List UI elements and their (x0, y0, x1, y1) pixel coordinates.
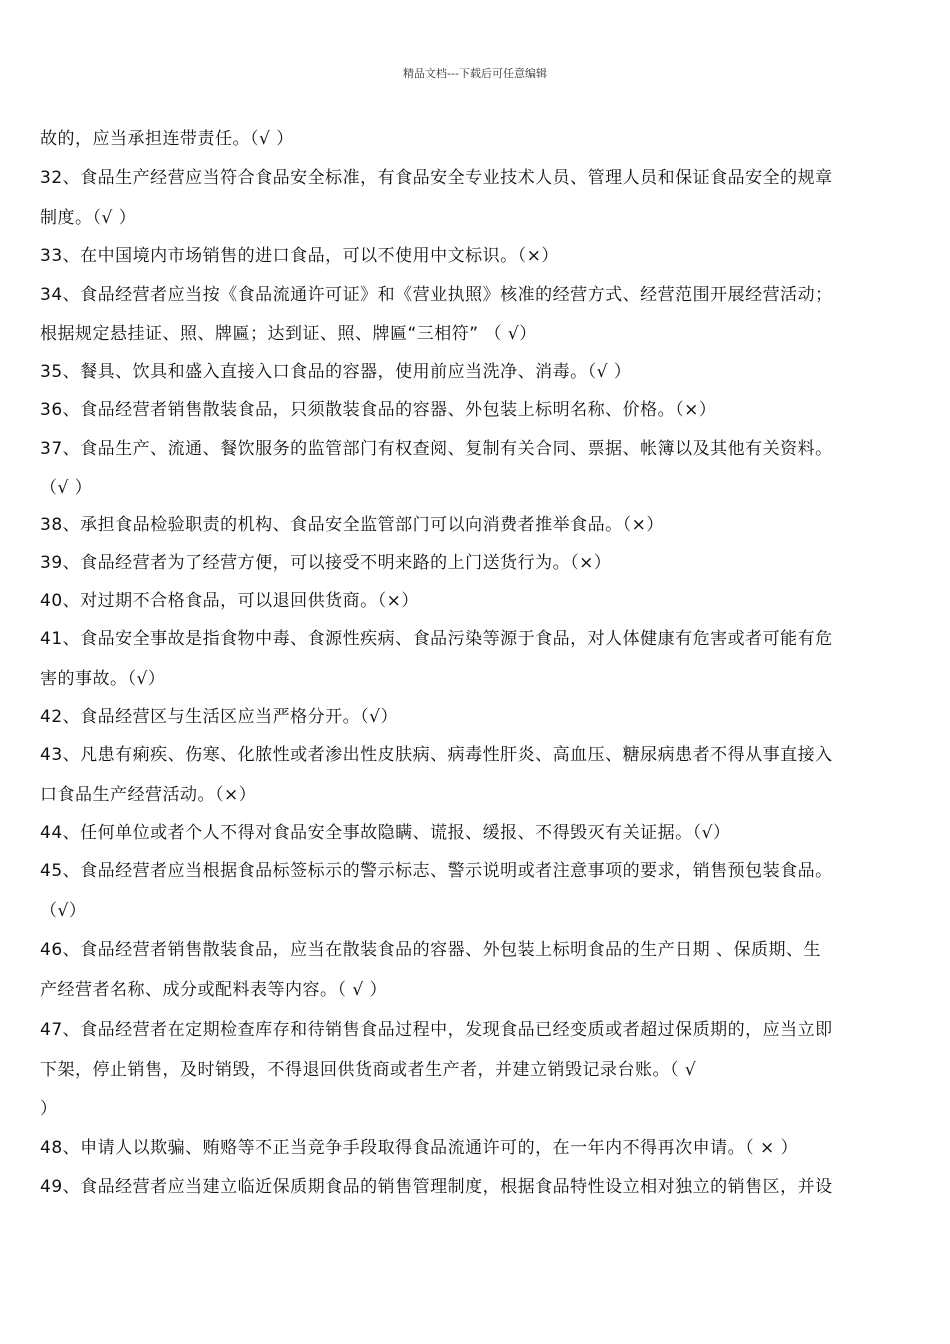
text-line: 41、食品安全事故是指食物中毒、食源性疾病、食品污染等源于食品，对人体健康有危害或者可能有危 (40, 629, 833, 649)
text-line: 害的事故。（√） (40, 669, 166, 689)
text-line: 43、凡患有痢疾、伤寒、化脓性或者渗出性皮肤病、病毒性肝炎、高血压、糖尿病患者不得从事直接入 (40, 745, 833, 765)
text-line: 39、食品经营者为了经营方便，可以接受不明来路的上门送货行为。（×） (40, 553, 612, 573)
text-line: ） (40, 1099, 58, 1119)
text-line: 32、食品生产经营应当符合食品安全标准，有食品安全专业技术人员、管理人员和保证食品安全的规章 (40, 168, 833, 188)
text-line: 制度。（√ ） (40, 208, 137, 228)
text-line: 35、餐具、饮具和盛入直接入口食品的容器，使用前应当洗净、消毒。（√ ） (40, 362, 632, 382)
text-line: 34、食品经营者应当按《食品流通许可证》和《营业执照》核准的经营方式、经营范围开展经营活动； (40, 285, 833, 305)
text-line: 口食品生产经营活动。（×） (40, 785, 257, 805)
text-line: 下架，停止销售，及时销毁，不得退回供货商或者生产者，并建立销毁记录台账。（ √ (40, 1060, 697, 1080)
text-line: （√） (40, 901, 87, 921)
text-line: 根据规定悬挂证、照、牌匾；达到证、照、牌匾“三相符” （ √） (40, 324, 537, 344)
text-line: 44、任何单位或者个人不得对食品安全事故隐瞒、谎报、缓报、不得毁灭有关证据。（√） (40, 823, 731, 843)
text-line: 36、食品经营者销售散装食品，只须散装食品的容器、外包装上标明名称、价格。（×） (40, 400, 717, 420)
text-line: 49、食品经营者应当建立临近保质期食品的销售管理制度，根据食品特性设立相对独立的销售区，并设 (40, 1177, 833, 1197)
text-line: 33、在中国境内市场销售的进口食品，可以不使用中文标识。（×） (40, 246, 559, 266)
text-line: 38、承担食品检验职责的机构、食品安全监管部门可以向消费者推举食品。（×） (40, 515, 664, 535)
text-line: 48、申请人以欺骗、贿赂等不正当竞争手段取得食品流通许可的，在一年内不得再次申请。（ × ） (40, 1138, 799, 1158)
text-line: 故的，应当承担连带责任。（√ ） (40, 129, 294, 149)
text-line: 42、食品经营区与生活区应当严格分开。（√） (40, 707, 398, 727)
text-line: 45、食品经营者应当根据食品标签标示的警示标志、警示说明或者注意事项的要求，销售预包装食品。 (40, 861, 833, 881)
page-header: 精品文档---下载后可任意编辑 (403, 67, 547, 80)
text-line: 46、食品经营者销售散装食品，应当在散装食品的容器、外包装上标明食品的生产日期 、保质期、生 (40, 940, 822, 960)
text-line: 40、对过期不合格食品，可以退回供货商。（×） (40, 591, 419, 611)
text-line: 产经营者名称、成分或配料表等内容。（ √ ） (40, 980, 388, 1000)
text-line: 37、食品生产、流通、餐饮服务的监管部门有权查阅、复制有关合同、票据、帐簿以及其他有关资料。 (40, 439, 833, 459)
text-line: （√ ） (40, 478, 93, 498)
text-line: 47、食品经营者在定期检查库存和待销售食品过程中，发现食品已经变质或者超过保质期的，应当立即 (40, 1020, 833, 1040)
